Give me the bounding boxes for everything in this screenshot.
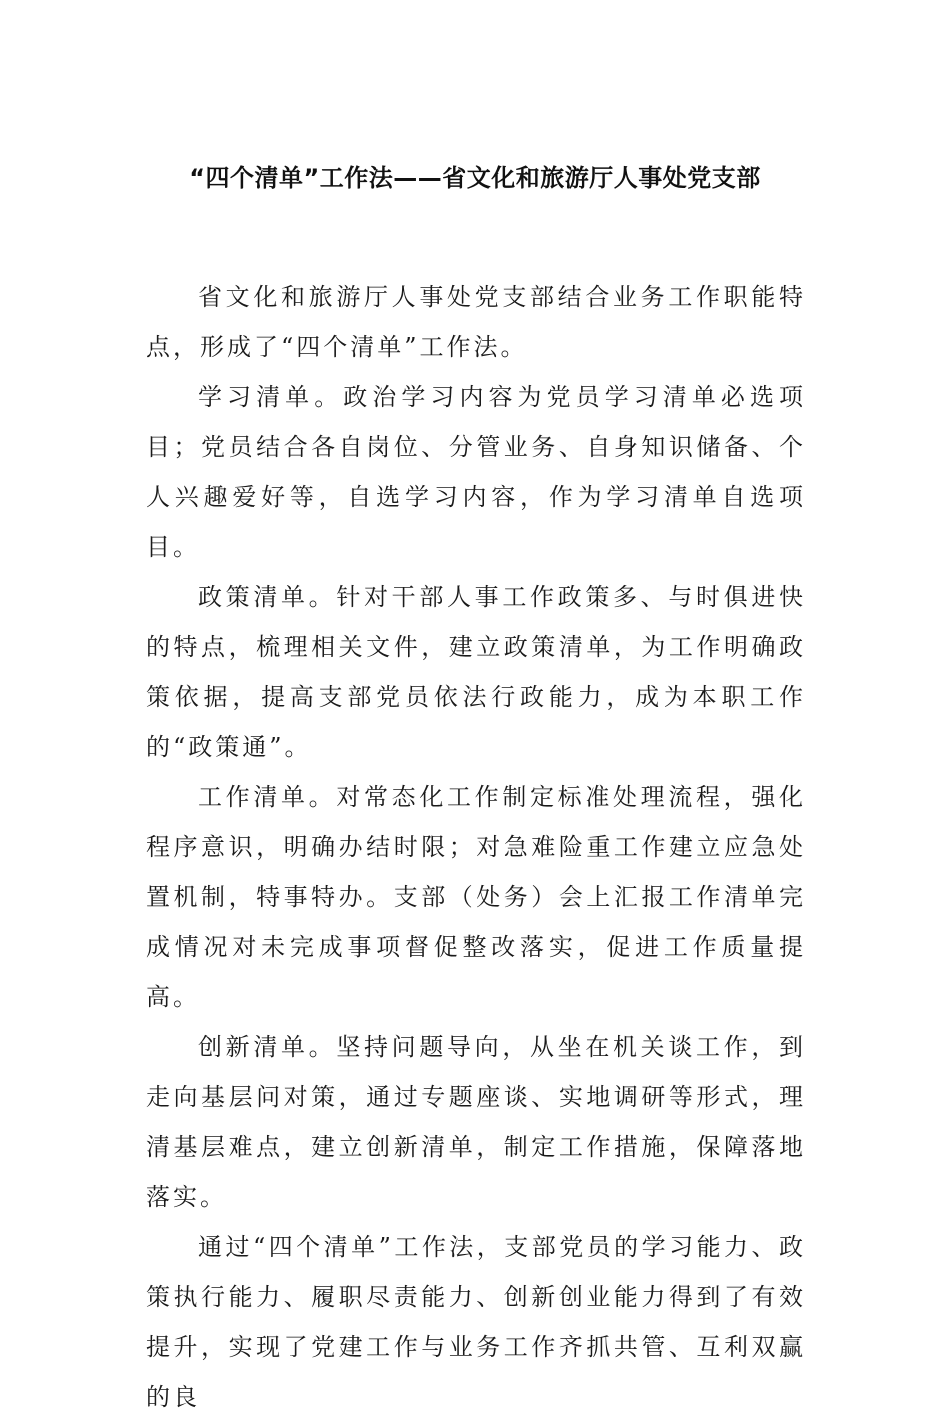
- paragraph-policy-list: 政策清单。针对干部人事工作政策多、与时俱进快的特点，梳理相关文件，建立政策清单，为工作明确政策依据，提高支部党员依法行政能力，成为本职工作的“政策通”。: [146, 583, 806, 761]
- paragraph-innovation-list: 创新清单。坚持问题导向，从坐在机关谈工作，到走向基层问对策，通过专题座谈、实地调研等形式，理清基层难点，建立创新清单，制定工作措施，保障落地落实。: [146, 1033, 806, 1211]
- document-title: “四个清单”工作法——省文化和旅游厅人事处党支部: [189, 164, 761, 192]
- paragraph-work-list: 工作清单。对常态化工作制定标准处理流程，强化程序意识，明确办结时限；对急难险重工作建立应急处置机制，特事特办。支部（处务）会上汇报工作清单完成情况对未完成事项督促整改落实，促进工作质量提高。: [146, 783, 806, 1011]
- document-body: [146, 272, 806, 1422]
- paragraph-study-list: 学习清单。政治学习内容为党员学习清单必选项目；党员结合各自岗位、分管业务、自身知识储备、个人兴趣爱好等，自选学习内容，作为学习清单自选项目。: [146, 383, 806, 561]
- paragraph-intro: 省文化和旅游厅人事处党支部结合业务工作职能特点，形成了“四个清单”工作法。: [146, 283, 806, 361]
- paragraph-summary: 通过“四个清单”工作法，支部党员的学习能力、政策执行能力、履职尽责能力、创新创业能力得到了有效提升，实现了党建工作与业务工作齐抓共管、互利双赢的良: [146, 1233, 806, 1411]
